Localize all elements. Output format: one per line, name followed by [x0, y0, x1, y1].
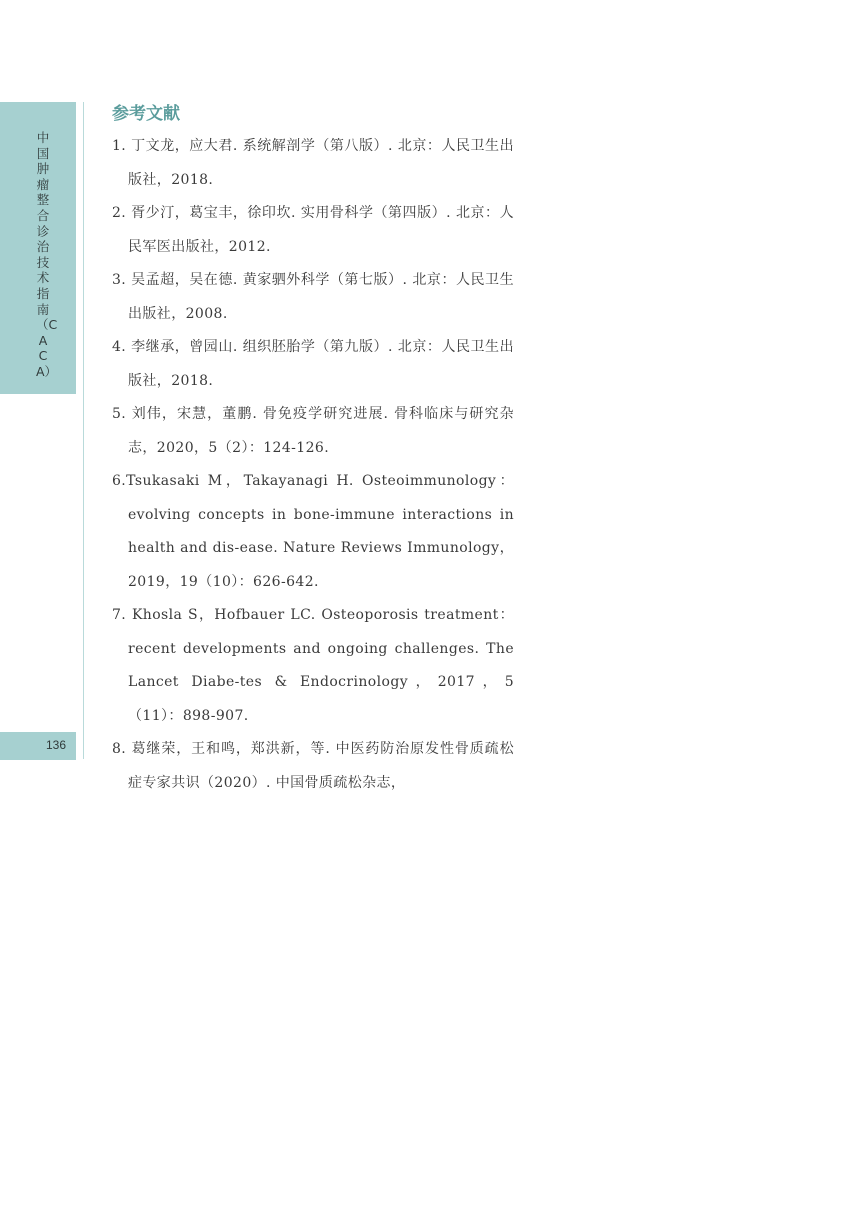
reference-item: 1. 丁文龙，应大君. 系统解剖学（第八版）. 北京：人民卫生出版社，2018. [112, 138, 514, 188]
reference-list [112, 130, 514, 800]
reference-item: 5. 刘伟，宋慧，董鹏. 骨免疫学研究进展. 骨科临床与研究杂志，2020，5（2）：124-126. [112, 406, 514, 456]
reference-item: 8. 葛继荣，王和鸣，郑洪新，等. 中医药防治原发性骨质疏松症专家共识（2020）. 中国骨质疏松杂志， [112, 741, 514, 791]
reference-item: 7. Khosla S，Hofbauer LC. Osteoporosis treatment：recent developments and ongoing challenges. The Lancet Diabe-tes & Endocrinology，2017，5（11）：898-907. [112, 607, 514, 724]
book-title: 中国肿瘤整合诊治技术指南（CACA） [36, 130, 58, 379]
page-number-tab [0, 732, 76, 760]
reference-item: 6.Tsukasaki M，Takayanagi H. Osteoimmunology：evolving concepts in bone-immune interactions in health and dis-ease. Nature Reviews Immunology，2019，19（10）：626-642. [112, 473, 514, 590]
reference-item: 3. 吴孟超，吴在德. 黄家驷外科学（第七版）. 北京：人民卫生出版社，2008. [112, 272, 514, 322]
reference-item: 4. 李继承，曾园山. 组织胚胎学（第九版）. 北京：人民卫生出版社，2018. [112, 339, 514, 389]
reference-item: 2. 胥少汀，葛宝丰，徐印坎. 实用骨科学（第四版）. 北京：人民军医出版社，2012. [112, 205, 514, 255]
page-number: 136 [45, 738, 66, 752]
references-heading: 参考文献 [112, 104, 180, 124]
vertical-rule [83, 102, 84, 759]
